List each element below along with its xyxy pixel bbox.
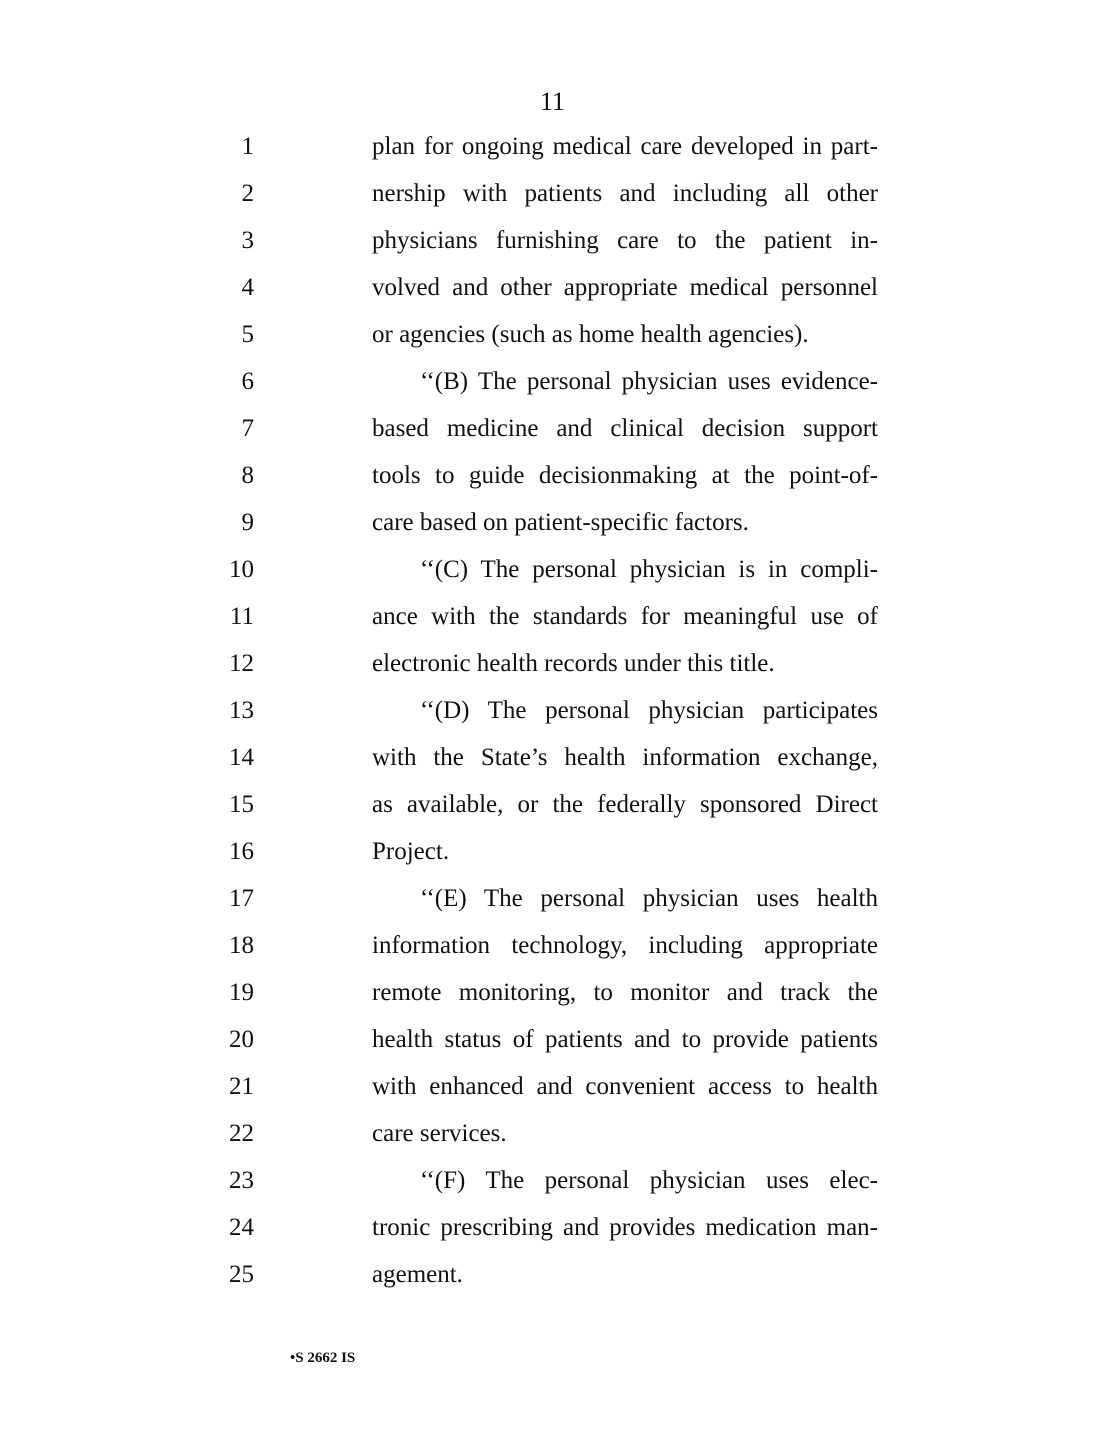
- line-number: 22: [229, 1120, 254, 1147]
- document-line: [0, 128, 1105, 175]
- line-number: 12: [229, 650, 254, 677]
- document-line: [0, 1115, 1105, 1162]
- document-line: [0, 457, 1105, 504]
- line-text: remote monitoring, to monitor and track the: [372, 979, 878, 1006]
- line-number: 24: [229, 1214, 254, 1241]
- document-line: [0, 363, 1105, 410]
- line-text: tronic prescribing and provides medication man-: [372, 1214, 878, 1241]
- line-text: Project.: [372, 838, 450, 865]
- document-line: [0, 598, 1105, 645]
- line-text: electronic health records under this title.: [372, 650, 775, 677]
- line-text: ‘‘(E) The personal physician uses health: [420, 885, 878, 912]
- line-text: based medicine and clinical decision support: [372, 415, 878, 442]
- document-line: [0, 410, 1105, 457]
- document-line: [0, 692, 1105, 739]
- line-text: tools to guide decisionmaking at the point-of-: [372, 462, 878, 489]
- line-number: 2: [241, 180, 254, 207]
- bill-identifier: •S 2662 IS: [290, 1350, 356, 1366]
- line-number: 9: [241, 509, 254, 536]
- document-line: [0, 269, 1105, 316]
- line-text: agement.: [372, 1261, 463, 1288]
- line-number: 5: [241, 321, 254, 348]
- line-number: 18: [229, 932, 254, 959]
- document-line: [0, 974, 1105, 1021]
- line-text: ‘‘(B) The personal physician uses evidence-: [420, 368, 878, 395]
- line-number: 10: [229, 556, 254, 583]
- line-number: 3: [241, 227, 254, 254]
- line-text: information technology, including appropriate: [372, 932, 878, 959]
- line-text: with enhanced and convenient access to health: [372, 1073, 878, 1100]
- document-line: [0, 175, 1105, 222]
- line-text: ‘‘(F) The personal physician uses elec-: [420, 1167, 878, 1194]
- document-line: [0, 739, 1105, 786]
- document-line: [0, 1021, 1105, 1068]
- document-line: [0, 1162, 1105, 1209]
- line-number: 23: [229, 1167, 254, 1194]
- line-number: 11: [229, 603, 254, 630]
- document-line: [0, 786, 1105, 833]
- line-text: volved and other appropriate medical personnel: [372, 274, 878, 301]
- document-line: [0, 833, 1105, 880]
- line-number: 16: [229, 838, 254, 865]
- line-text: ance with the standards for meaningful use of: [372, 603, 878, 630]
- line-number: 4: [241, 274, 254, 301]
- line-number: 17: [229, 885, 254, 912]
- document-line: [0, 222, 1105, 269]
- line-number: 14: [229, 744, 254, 771]
- document-line: [0, 1256, 1105, 1303]
- line-number: 20: [229, 1026, 254, 1053]
- line-number: 19: [229, 979, 254, 1006]
- line-number: 15: [229, 791, 254, 818]
- document-line: [0, 645, 1105, 692]
- document-line: [0, 504, 1105, 551]
- line-text: with the State’s health information exchange,: [372, 744, 878, 771]
- line-text: health status of patients and to provide patients: [372, 1026, 878, 1053]
- line-text: care services.: [372, 1120, 507, 1147]
- line-number: 7: [241, 415, 254, 442]
- line-number: 13: [229, 697, 254, 724]
- line-text: ‘‘(C) The personal physician is in compli-: [420, 556, 878, 583]
- document-line: [0, 316, 1105, 363]
- line-text: physicians furnishing care to the patient in-: [372, 227, 878, 254]
- document-line: [0, 551, 1105, 598]
- document-line: [0, 1068, 1105, 1115]
- line-number: 1: [241, 133, 254, 160]
- document-line: [0, 880, 1105, 927]
- line-number: 6: [241, 368, 254, 395]
- line-text: as available, or the federally sponsored Direct: [372, 791, 878, 818]
- document-line: [0, 1209, 1105, 1256]
- document-line: [0, 927, 1105, 974]
- line-text: or agencies (such as home health agencies).: [372, 321, 809, 348]
- line-number: 8: [241, 462, 254, 489]
- page-number: 11: [539, 87, 566, 116]
- line-number: 21: [229, 1073, 254, 1100]
- document-body: [0, 128, 1105, 1303]
- line-number: 25: [229, 1261, 254, 1288]
- line-text: nership with patients and including all other: [372, 180, 878, 207]
- line-text: care based on patient-specific factors.: [372, 509, 749, 536]
- line-text: plan for ongoing medical care developed in part-: [372, 133, 878, 160]
- line-text: ‘‘(D) The personal physician participates: [420, 697, 878, 724]
